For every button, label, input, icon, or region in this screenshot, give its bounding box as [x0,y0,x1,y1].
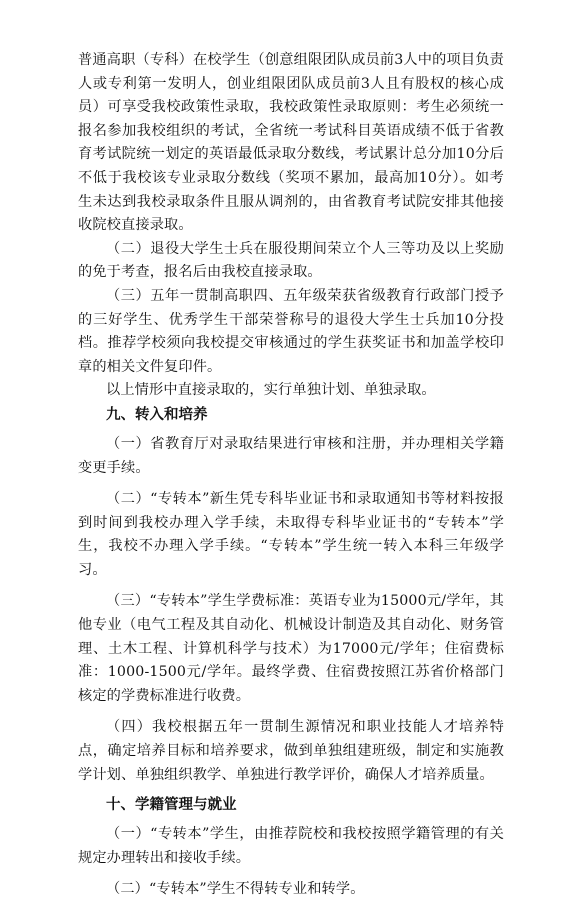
paragraph-registration-review: （一）省教育厅对录取结果进行审核和注册，并办理相关学籍变更手续。 [78,435,504,476]
paragraph-tuition-standard: （三）“专转本”学生学费标准：英语专业为15000元/学年，其他专业（电气工程及其自动化、机械设计制造及其自动化、财务管理、土木工程、计算机科学与技术）为17000元/学年；住宿费标准：1000-1500元/学年。最终学费、住宿费按照江苏省价格部门核定的学费标准进行收费。 [78,593,504,704]
section-heading-status-management: 十、学籍管理与就业 [106,797,237,814]
paragraph-enrollment-procedure: （二）“专转本”新生凭专科毕业证书和录取通知书等材料按报到时间到我校办理入学手续，未取得专科毕业证书的“专转本”学生，我校不办理入学手续。“专转本”学生统一转入本科三年级学习。 [78,491,504,578]
paragraph-no-transfer-rule: （二）“专转本”学生不得转专业和转学。 [106,881,365,898]
paragraph-separate-plan: 以上情形中直接录取的，实行单独计划、单独录取。 [106,382,436,399]
paragraph-veteran-bonus-points: （三）五年一贯制高职四、五年级荣获省级教育行政部门授予的三好学生、优秀学生干部荣誉称号的退役大学生士兵加10分投档。推荐学校须向我校提交审核通过的学生获奖证书和加盖学校印章的相关文件复印件。 [78,287,504,375]
paragraph-five-year-training: （四）我校根据五年一贯制生源情况和职业技能人才培养特点，确定培养目标和培养要求，做到单独组建班级，制定和实施教学计划、单独组织教学、单独进行教学评价，确保人才培养质量。 [78,719,504,783]
section-heading-transfer-training: 九、转入和培养 [106,406,208,423]
paragraph-veteran-direct-admission: （二）退役大学生士兵在服役期间荣立个人三等功及以上奖励的免于考查，报名后由我校直接录取。 [78,240,504,281]
paragraph-admission-policy: 普通高职（专科）在校学生（创意组限团队成员前3人中的项目负责人或专利第一发明人，创业组限团队成员前3人且有股权的核心成员）可享受我校政策性录取，我校政策性录取原则：考生必须统一报名参加我校组织的考试，全省统一考试科目英语成绩不低于省教育考试院统一划定的英语最低录取分数线，考试累计总分加10分后不低于我校该专业录取分数线（奖项不累加，最高加10分）。如考生未达到我校录取条件且服从调剂的，由省教育考试院安排其他接收院校直接录取。 [78,52,504,234]
paragraph-transfer-procedure: （一）“专转本”学生，由推荐院校和我校按照学籍管理的有关规定办理转出和接收手续。 [78,826,504,866]
